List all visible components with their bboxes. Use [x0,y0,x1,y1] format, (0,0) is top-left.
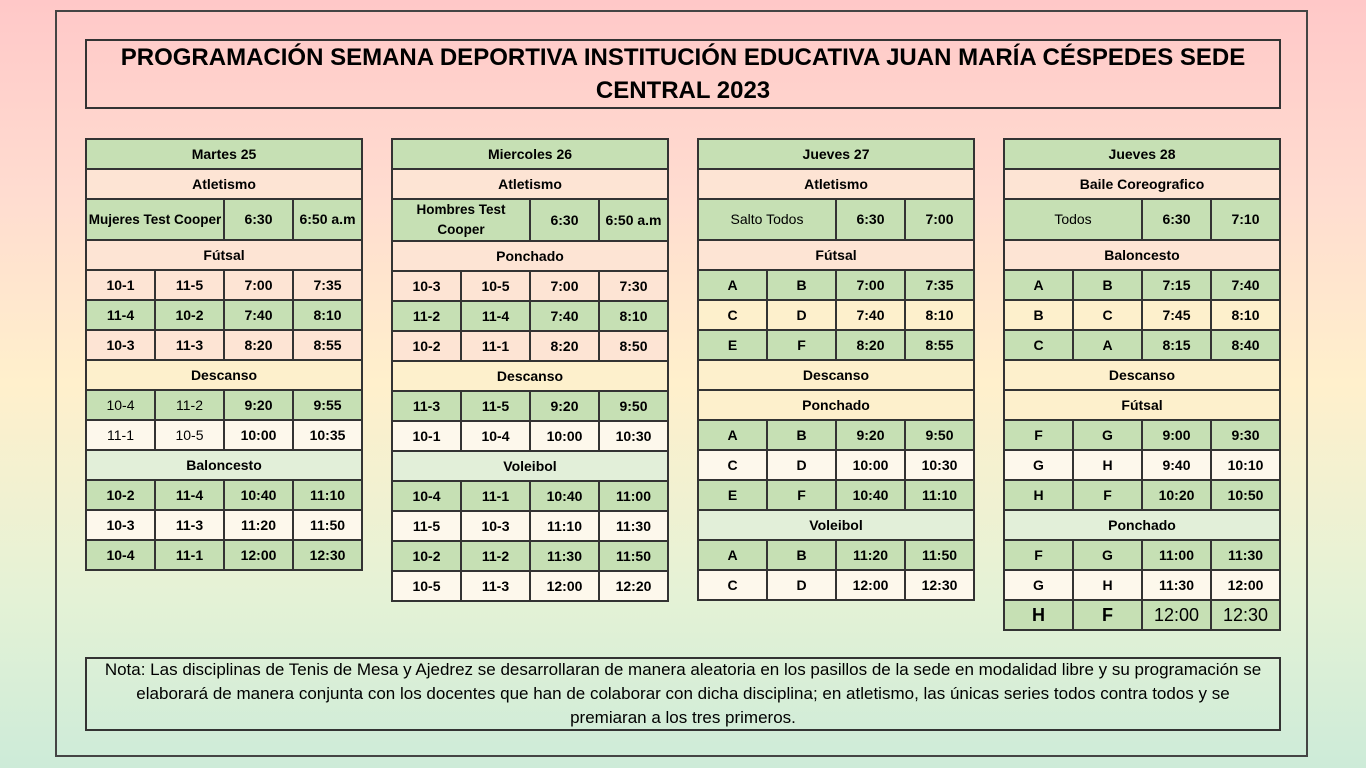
event-label-cell: Hombres Test Cooper [392,199,530,241]
section-header: Voleibol [698,510,974,540]
match-row [1004,570,1280,600]
start-time-cell: 10:00 [224,420,293,450]
start-time-cell: 7:45 [1142,300,1211,330]
match-row [86,300,362,330]
team-a-cell: B [1004,300,1073,330]
team-b-cell: G [1073,540,1142,570]
section-header: Baloncesto [86,450,362,480]
end-time-cell: 7:35 [905,270,974,300]
team-a-cell: F [1004,540,1073,570]
team-b-cell: 11-5 [461,391,530,421]
team-a-cell: A [698,540,767,570]
start-time-cell: 7:00 [530,271,599,301]
section-header: Fútsal [698,240,974,270]
section-header: Fútsal [1004,390,1280,420]
end-time-cell: 8:10 [599,301,668,331]
section-header-row [698,390,974,420]
end-time-cell: 11:30 [599,511,668,541]
team-b-cell: B [767,420,836,450]
match-row [698,420,974,450]
section-header: Voleibol [392,451,668,481]
day-header-row [86,139,362,169]
end-time-cell: 8:55 [293,330,362,360]
team-a-cell: G [1004,450,1073,480]
end-time-cell: 11:30 [1211,540,1280,570]
start-time-cell: 9:20 [224,390,293,420]
team-b-cell: F [1073,600,1142,630]
event-label-cell: Salto Todos [698,199,836,240]
section-header-row [86,360,362,390]
match-row [1004,270,1280,300]
start-time-cell: 7:40 [224,300,293,330]
team-a-cell: H [1004,480,1073,510]
match-row [1004,480,1280,510]
end-time-cell: 8:40 [1211,330,1280,360]
section-header: Descanso [698,360,974,390]
start-time-cell: 12:00 [530,571,599,601]
section-header: Ponchado [698,390,974,420]
team-a-cell: 10-3 [86,330,155,360]
team-a-cell: A [698,420,767,450]
team-b-cell: G [1073,420,1142,450]
end-time-cell: 8:10 [293,300,362,330]
team-a-cell: A [698,270,767,300]
team-b-cell: F [1073,480,1142,510]
team-a-cell: 10-1 [86,270,155,300]
end-time-cell: 10:30 [599,421,668,451]
section-header-row [86,450,362,480]
section-header: Atletismo [392,169,668,199]
team-a-cell: 10-4 [86,540,155,570]
start-time-cell: 11:10 [530,511,599,541]
section-header-row [392,241,668,271]
schedule-table-day-1 [85,138,363,571]
end-time-cell: 10:10 [1211,450,1280,480]
team-a-cell: 10-4 [392,481,461,511]
start-time-cell: 10:40 [224,480,293,510]
section-header-row [392,169,668,199]
section-header: Atletismo [86,169,362,199]
team-b-cell: 11-5 [155,270,224,300]
end-time-cell: 10:35 [293,420,362,450]
team-a-cell: C [698,570,767,600]
end-time-cell: 8:10 [905,300,974,330]
section-header: Fútsal [86,240,362,270]
end-time-cell: 11:10 [905,480,974,510]
section-header-row [1004,510,1280,540]
footnote: Nota: Las disciplinas de Tenis de Mesa y Ajedrez se desarrollaran de manera aleatoria en los pasillos de la sede en modalidad libre y su programación se elaborará de manera conjunta con los docentes que han de colaborar con dicha disciplina; en atletismo, las únicas series todos contra todos y se premiaran a los tres primeros. [85,657,1281,731]
match-row [698,330,974,360]
start-time-cell: 6:30 [836,199,905,240]
end-time-cell: 11:50 [905,540,974,570]
match-row [698,480,974,510]
start-time-cell: 10:40 [530,481,599,511]
match-row [698,450,974,480]
end-time-cell: 11:00 [599,481,668,511]
schedule-table-day-3 [697,138,975,601]
team-a-cell: 11-3 [392,391,461,421]
start-time-cell: 11:20 [836,540,905,570]
team-a-cell: 10-2 [392,541,461,571]
end-time-cell: 7:35 [293,270,362,300]
start-time-cell: 9:00 [1142,420,1211,450]
team-a-cell: C [1004,330,1073,360]
end-time-cell: 8:10 [1211,300,1280,330]
team-b-cell: D [767,450,836,480]
match-row [392,391,668,421]
match-row [392,571,668,601]
team-a-cell: 11-4 [86,300,155,330]
start-time-cell: 7:15 [1142,270,1211,300]
match-row [392,301,668,331]
team-b-cell: C [1073,300,1142,330]
end-time-cell: 9:50 [599,391,668,421]
team-b-cell: H [1073,570,1142,600]
section-header: Descanso [392,361,668,391]
schedule-table-day-2 [391,138,669,602]
match-row [86,540,362,570]
team-a-cell: 10-4 [86,390,155,420]
start-time-cell: 9:20 [836,420,905,450]
section-header-row [698,360,974,390]
end-time-cell: 9:30 [1211,420,1280,450]
match-row [698,300,974,330]
match-row [1004,330,1280,360]
match-row [392,511,668,541]
team-b-cell: D [767,300,836,330]
match-row [698,570,974,600]
team-a-cell: C [698,300,767,330]
team-b-cell: 10-5 [461,271,530,301]
end-time-cell: 12:30 [1211,600,1280,630]
day-header-row [392,139,668,169]
end-time-cell: 12:20 [599,571,668,601]
team-a-cell: F [1004,420,1073,450]
team-a-cell: 10-5 [392,571,461,601]
start-time-cell: 10:40 [836,480,905,510]
end-time-cell: 12:00 [1211,570,1280,600]
end-time-cell: 12:30 [293,540,362,570]
section-header-row [392,361,668,391]
end-time-cell: 8:50 [599,331,668,361]
team-a-cell: C [698,450,767,480]
section-header-row [392,451,668,481]
section-header-row [86,240,362,270]
start-time-cell: 6:30 [530,199,599,241]
schedule-table-day-4 [1003,138,1281,631]
start-time-cell: 11:30 [1142,570,1211,600]
team-b-cell: F [767,330,836,360]
start-time-cell: 6:30 [224,199,293,240]
team-a-cell: 11-1 [86,420,155,450]
team-b-cell: 11-1 [155,540,224,570]
team-b-cell: 11-3 [155,510,224,540]
end-time-cell: 7:40 [1211,270,1280,300]
athletics-row [1004,199,1280,240]
section-header: Descanso [1004,360,1280,390]
end-time-cell: 12:30 [905,570,974,600]
start-time-cell: 7:00 [836,270,905,300]
start-time-cell: 9:40 [1142,450,1211,480]
team-b-cell: 10-4 [461,421,530,451]
match-row [392,271,668,301]
start-time-cell: 12:00 [224,540,293,570]
section-header-row [698,240,974,270]
event-label-cell: Mujeres Test Cooper [86,199,224,240]
team-a-cell: 10-1 [392,421,461,451]
team-a-cell: 10-2 [392,331,461,361]
match-row [1004,450,1280,480]
team-b-cell: 11-3 [155,330,224,360]
team-a-cell: 10-3 [86,510,155,540]
team-b-cell: B [1073,270,1142,300]
athletics-row [698,199,974,240]
start-time-cell: 10:20 [1142,480,1211,510]
team-a-cell: 11-5 [392,511,461,541]
match-row [86,270,362,300]
match-row [86,330,362,360]
team-a-cell: G [1004,570,1073,600]
team-a-cell: 10-3 [392,271,461,301]
section-header-row [86,169,362,199]
end-time-cell: 10:30 [905,450,974,480]
team-a-cell: E [698,330,767,360]
end-time-cell: 7:10 [1211,199,1280,240]
start-time-cell: 6:30 [1142,199,1211,240]
match-row [392,481,668,511]
match-row [1004,300,1280,330]
match-row [1004,600,1280,630]
athletics-row [392,199,668,241]
start-time-cell: 10:00 [530,421,599,451]
match-row [86,420,362,450]
start-time-cell: 12:00 [836,570,905,600]
start-time-cell: 11:30 [530,541,599,571]
section-header: Ponchado [1004,510,1280,540]
match-row [392,421,668,451]
team-b-cell: B [767,540,836,570]
end-time-cell: 7:30 [599,271,668,301]
athletics-row [86,199,362,240]
team-a-cell: 11-2 [392,301,461,331]
team-b-cell: 11-4 [155,480,224,510]
end-time-cell: 11:10 [293,480,362,510]
match-row [392,541,668,571]
section-header: Atletismo [698,169,974,199]
match-row [698,540,974,570]
day-header: Jueves 28 [1004,139,1280,169]
start-time-cell: 8:20 [224,330,293,360]
team-b-cell: 10-3 [461,511,530,541]
match-row [1004,540,1280,570]
section-header: Ponchado [392,241,668,271]
team-b-cell: D [767,570,836,600]
section-header-row [1004,169,1280,199]
day-header: Miercoles 26 [392,139,668,169]
start-time-cell: 8:20 [530,331,599,361]
team-b-cell: A [1073,330,1142,360]
team-b-cell: 11-2 [155,390,224,420]
team-a-cell: E [698,480,767,510]
day-header-row [1004,139,1280,169]
match-row [86,390,362,420]
start-time-cell: 11:00 [1142,540,1211,570]
section-header-row [698,510,974,540]
start-time-cell: 8:20 [836,330,905,360]
team-a-cell: A [1004,270,1073,300]
match-row [86,510,362,540]
end-time-cell: 11:50 [293,510,362,540]
match-row [698,270,974,300]
start-time-cell: 10:00 [836,450,905,480]
team-b-cell: F [767,480,836,510]
page-title: PROGRAMACIÓN SEMANA DEPORTIVA INSTITUCIÓN EDUCATIVA JUAN MARÍA CÉSPEDES SEDE CENTRAL 2023 [85,39,1281,109]
team-b-cell: H [1073,450,1142,480]
section-header: Baloncesto [1004,240,1280,270]
day-header: Martes 25 [86,139,362,169]
start-time-cell: 8:15 [1142,330,1211,360]
event-label-cell: Todos [1004,199,1142,240]
team-b-cell: 11-4 [461,301,530,331]
team-b-cell: 11-2 [461,541,530,571]
team-a-cell: 10-2 [86,480,155,510]
team-a-cell: H [1004,600,1073,630]
start-time-cell: 11:20 [224,510,293,540]
team-b-cell: 10-2 [155,300,224,330]
team-b-cell: 11-1 [461,331,530,361]
end-time-cell: 6:50 a.m [293,199,362,240]
match-row [392,331,668,361]
end-time-cell: 7:00 [905,199,974,240]
start-time-cell: 9:20 [530,391,599,421]
team-b-cell: 11-1 [461,481,530,511]
day-header-row [698,139,974,169]
team-b-cell: B [767,270,836,300]
match-row [1004,420,1280,450]
end-time-cell: 9:50 [905,420,974,450]
section-header-row [1004,240,1280,270]
end-time-cell: 6:50 a.m [599,199,668,241]
section-header: Descanso [86,360,362,390]
section-header-row [1004,390,1280,420]
team-b-cell: 11-3 [461,571,530,601]
section-header-row [698,169,974,199]
end-time-cell: 9:55 [293,390,362,420]
end-time-cell: 8:55 [905,330,974,360]
start-time-cell: 7:40 [836,300,905,330]
end-time-cell: 10:50 [1211,480,1280,510]
section-header: Baile Coreografico [1004,169,1280,199]
match-row [86,480,362,510]
team-b-cell: 10-5 [155,420,224,450]
section-header-row [1004,360,1280,390]
end-time-cell: 11:50 [599,541,668,571]
start-time-cell: 12:00 [1142,600,1211,630]
start-time-cell: 7:40 [530,301,599,331]
start-time-cell: 7:00 [224,270,293,300]
day-header: Jueves 27 [698,139,974,169]
